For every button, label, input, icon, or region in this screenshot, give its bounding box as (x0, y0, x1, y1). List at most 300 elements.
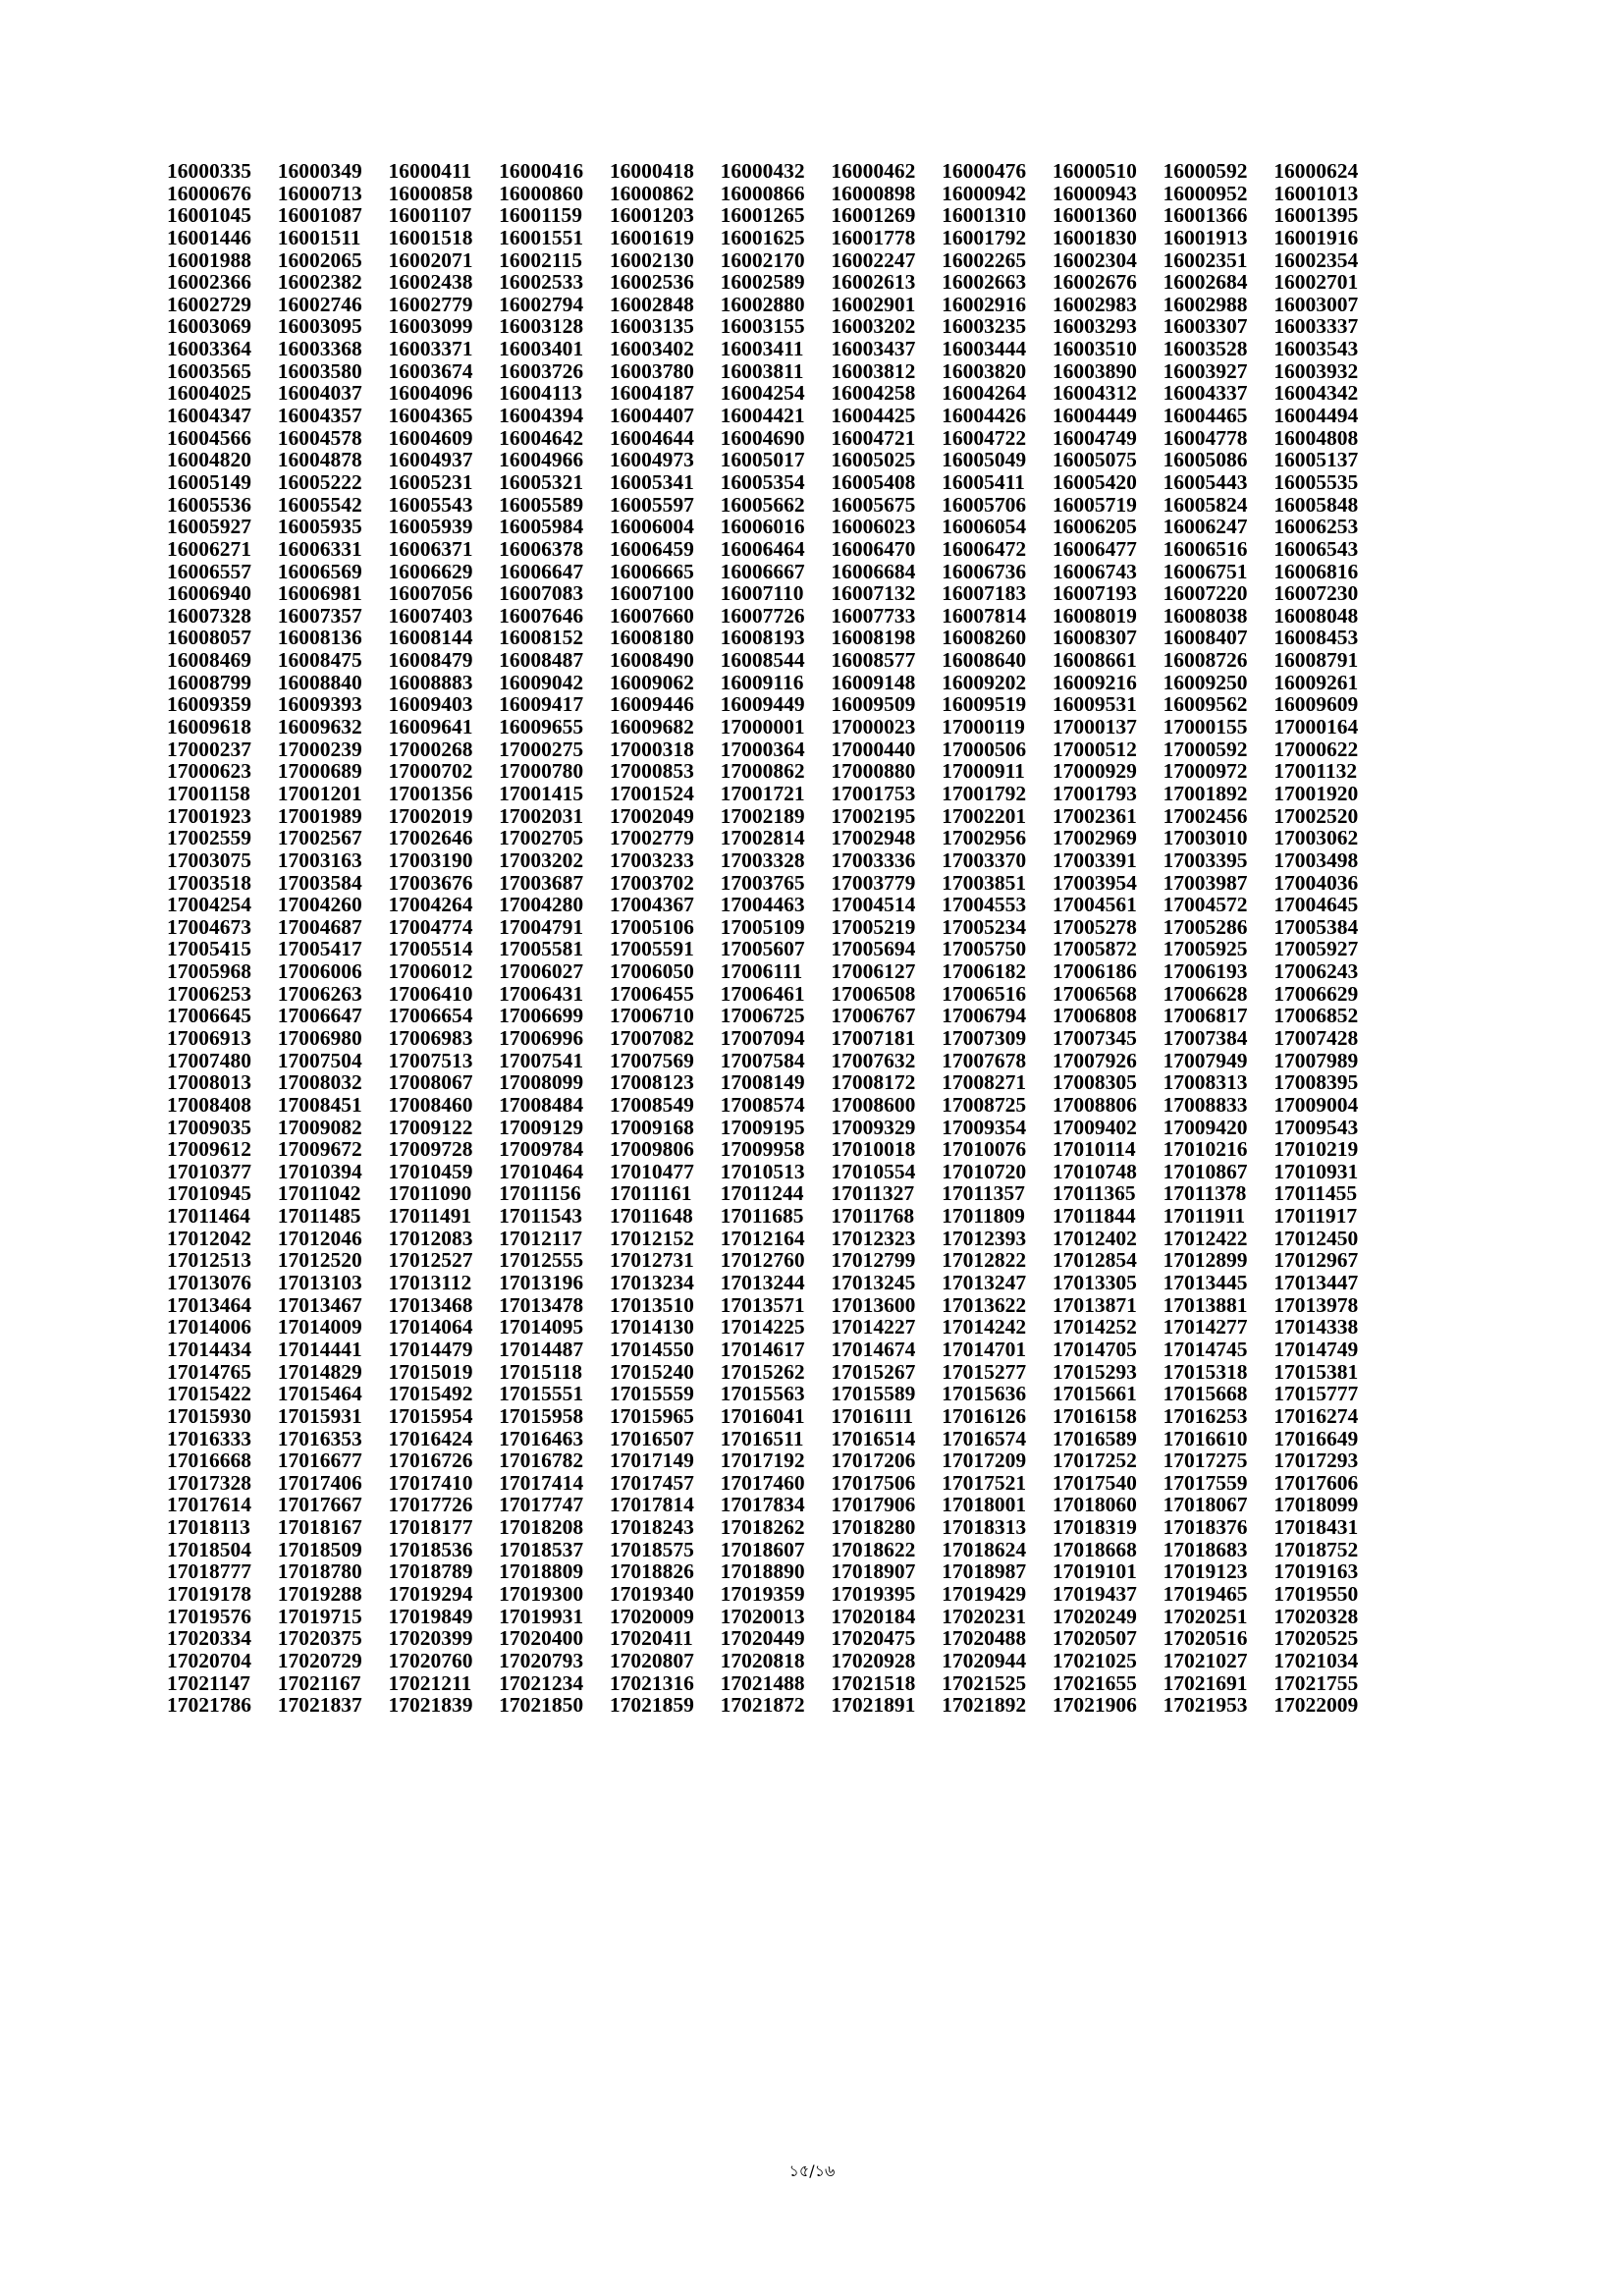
roll-number: 17006012 (388, 959, 473, 984)
roll-number: 17007678 (942, 1048, 1027, 1072)
roll-number: 17020231 (942, 1604, 1027, 1628)
roll-number: 17007504 (277, 1048, 362, 1072)
roll-number: 17009168 (609, 1115, 694, 1139)
roll-number: 16003402 (609, 337, 694, 361)
roll-number: 17010114 (1052, 1137, 1136, 1162)
roll-number: 17020399 (388, 1626, 473, 1651)
roll-number: 17012046 (277, 1226, 362, 1250)
roll-number: 16009042 (499, 670, 584, 694)
roll-number: 17001920 (1273, 781, 1359, 805)
roll-number: 16002916 (942, 292, 1027, 316)
roll-number: 17002956 (942, 826, 1027, 850)
roll-number: 17019340 (609, 1582, 694, 1606)
roll-number: 17008149 (720, 1070, 805, 1095)
roll-number: 17010076 (942, 1137, 1027, 1162)
roll-number: 17016041 (720, 1403, 805, 1428)
roll-number: 17017906 (831, 1493, 916, 1517)
roll-number: 17017149 (609, 1449, 694, 1473)
roll-number: 17000853 (609, 759, 694, 784)
roll-number: 17009035 (167, 1115, 251, 1139)
roll-number: 17000862 (720, 759, 805, 784)
roll-number: 17013112 (388, 1271, 472, 1295)
roll-number: 17010464 (499, 1159, 584, 1183)
roll-number: 17010216 (1163, 1137, 1248, 1162)
roll-number: 17003518 (167, 870, 251, 895)
roll-number: 16000510 (1052, 159, 1137, 183)
roll-number: 16003307 (1163, 314, 1248, 339)
roll-number: 16009116 (720, 670, 804, 694)
roll-number: 16009655 (499, 715, 584, 739)
roll-number: 16000462 (831, 159, 916, 183)
roll-number: 16005536 (167, 492, 251, 517)
roll-number: 16008840 (277, 670, 362, 694)
roll-number: 16001619 (609, 225, 694, 249)
roll-number: 17017410 (388, 1470, 473, 1495)
roll-number: 17009806 (609, 1137, 694, 1162)
roll-number: 16002130 (609, 247, 694, 272)
roll-number: 17012450 (1273, 1226, 1359, 1250)
roll-number: 16002354 (1273, 247, 1359, 272)
roll-number: 17019550 (1273, 1582, 1359, 1606)
roll-number: 16008799 (167, 670, 251, 694)
roll-number: 17000911 (942, 759, 1025, 784)
roll-number: 17003391 (1052, 847, 1137, 872)
roll-number: 16003528 (1163, 337, 1248, 361)
roll-number: 17015492 (388, 1382, 473, 1406)
roll-number: 16000335 (167, 159, 251, 183)
roll-number: 16005443 (1163, 469, 1248, 494)
roll-number: 17018668 (1052, 1537, 1137, 1561)
roll-number: 17020328 (1273, 1604, 1359, 1628)
roll-number: 17014749 (1273, 1337, 1359, 1361)
roll-number: 17021034 (1273, 1648, 1359, 1672)
roll-number: 17006111 (720, 959, 803, 984)
roll-number: 17012822 (942, 1248, 1027, 1273)
roll-number: 17006767 (831, 1004, 916, 1028)
roll-number: 17015931 (277, 1403, 362, 1428)
roll-number: 16009261 (1273, 670, 1359, 694)
roll-number: 17013076 (167, 1271, 251, 1295)
roll-number: 17015661 (1052, 1382, 1137, 1406)
roll-number: 16004749 (1052, 425, 1137, 450)
roll-number: 16002779 (388, 292, 473, 316)
roll-number: 16003927 (1163, 358, 1248, 383)
roll-number: 17002705 (499, 826, 584, 850)
roll-number: 16003401 (499, 337, 584, 361)
roll-number: 16001830 (1052, 225, 1137, 249)
roll-number: 16008479 (388, 648, 473, 673)
roll-number: 17003584 (277, 870, 362, 895)
roll-number: 17007094 (720, 1025, 805, 1050)
roll-number: 16007357 (277, 603, 362, 628)
roll-number: 17005927 (1273, 937, 1359, 961)
roll-number: 17016589 (1052, 1426, 1137, 1450)
roll-number: 16008544 (720, 648, 805, 673)
roll-number: 17011491 (388, 1204, 472, 1229)
roll-number: 17016507 (609, 1426, 694, 1450)
roll-number: 16002533 (499, 270, 584, 295)
roll-number: 16008136 (277, 626, 362, 650)
roll-number: 17006193 (1163, 959, 1248, 984)
roll-number: 16004878 (277, 448, 362, 472)
roll-number: 17011809 (942, 1204, 1025, 1229)
roll-number: 16005408 (831, 469, 916, 494)
roll-number: 16008048 (1273, 603, 1359, 628)
roll-number: 16001916 (1273, 225, 1359, 249)
roll-number: 16004337 (1163, 381, 1248, 406)
roll-number: 17015589 (831, 1382, 916, 1406)
roll-number: 17004673 (167, 914, 251, 939)
roll-number: 17009784 (499, 1137, 584, 1162)
roll-number: 17013478 (499, 1292, 584, 1317)
roll-number: 17002019 (388, 803, 473, 828)
roll-number: 17022009 (1273, 1693, 1359, 1718)
roll-number: 17005286 (1163, 914, 1248, 939)
roll-number: 17011327 (831, 1181, 915, 1206)
roll-number: 17000880 (831, 759, 916, 784)
roll-number: 17021892 (942, 1693, 1027, 1718)
roll-number: 16004494 (1273, 404, 1359, 428)
roll-number: 17002948 (831, 826, 916, 850)
roll-number: 17011244 (720, 1181, 804, 1206)
roll-number: 17019849 (388, 1604, 473, 1628)
roll-number: 17018537 (499, 1537, 584, 1561)
roll-number: 17013881 (1163, 1292, 1248, 1317)
roll-number: 17018683 (1163, 1537, 1248, 1561)
roll-number: 16008469 (167, 648, 251, 673)
roll-number: 17003370 (942, 847, 1027, 872)
roll-number: 17012520 (277, 1248, 362, 1273)
roll-number: 16005675 (831, 492, 916, 517)
roll-number: 16002880 (720, 292, 805, 316)
roll-number: 17014130 (609, 1315, 694, 1339)
roll-number: 17009958 (720, 1137, 805, 1162)
roll-number: 17013871 (1052, 1292, 1137, 1317)
roll-number: 17002456 (1163, 803, 1248, 828)
roll-number: 17006568 (1052, 981, 1137, 1006)
roll-number: 16008487 (499, 648, 584, 673)
roll-number: 16000898 (831, 181, 916, 205)
roll-number: 16009562 (1163, 692, 1248, 717)
roll-number: 17000239 (277, 737, 362, 761)
roll-number: 17012513 (167, 1248, 251, 1273)
roll-number: 16007220 (1163, 581, 1248, 606)
roll-number: 17009402 (1052, 1115, 1137, 1139)
roll-number: 17008460 (388, 1092, 473, 1117)
roll-number: 16004037 (277, 381, 362, 406)
roll-number: 17003163 (277, 847, 362, 872)
roll-number: 17018208 (499, 1515, 584, 1540)
roll-number: 16003780 (609, 358, 694, 383)
roll-number: 17018752 (1273, 1537, 1359, 1561)
roll-number: 16003543 (1273, 337, 1359, 361)
roll-number: 17009543 (1273, 1115, 1359, 1139)
roll-number: 16000942 (942, 181, 1027, 205)
roll-number: 17016668 (167, 1449, 251, 1473)
roll-number: 17017414 (499, 1470, 584, 1495)
roll-number: 17019101 (1052, 1559, 1137, 1584)
roll-number: 17018575 (609, 1537, 694, 1561)
roll-number: 16003371 (388, 337, 473, 361)
roll-number: 17007309 (942, 1025, 1027, 1050)
roll-number: 17014705 (1052, 1337, 1137, 1361)
roll-number: 17003395 (1163, 847, 1248, 872)
roll-number: 17001923 (167, 803, 251, 828)
roll-number: 17010945 (167, 1181, 251, 1206)
roll-number: 17014338 (1273, 1315, 1359, 1339)
roll-number: 17020760 (388, 1648, 473, 1672)
roll-number: 16003820 (942, 358, 1027, 383)
roll-number: 17015965 (609, 1403, 694, 1428)
roll-number: 17000506 (942, 737, 1027, 761)
roll-number: 17010459 (388, 1159, 473, 1183)
roll-number: 17010513 (720, 1159, 805, 1183)
roll-number: 17018001 (942, 1493, 1027, 1517)
roll-number: 17021953 (1163, 1693, 1248, 1718)
roll-number: 16005535 (1273, 469, 1359, 494)
roll-number: 17014479 (388, 1337, 473, 1361)
roll-number: 17013447 (1273, 1271, 1359, 1295)
roll-number: 17015422 (167, 1382, 251, 1406)
roll-number: 17014009 (277, 1315, 362, 1339)
roll-number: 16005017 (720, 448, 805, 472)
roll-number: 16006004 (609, 515, 694, 539)
roll-number: 17012760 (720, 1248, 805, 1273)
roll-number: 17012854 (1052, 1248, 1137, 1273)
roll-number: 17000137 (1052, 715, 1137, 739)
roll-number: 16000943 (1052, 181, 1137, 205)
roll-number: 16000624 (1273, 159, 1359, 183)
roll-number: 16009682 (609, 715, 694, 739)
roll-number: 16001511 (277, 225, 361, 249)
roll-number: 16007660 (609, 603, 694, 628)
roll-number: 16003235 (942, 314, 1027, 339)
roll-number: 17011378 (1163, 1181, 1247, 1206)
roll-number: 17007541 (499, 1048, 584, 1072)
roll-number: 17015777 (1273, 1382, 1359, 1406)
roll-number: 17003954 (1052, 870, 1137, 895)
roll-number: 17005694 (831, 937, 916, 961)
roll-number: 17014252 (1052, 1315, 1137, 1339)
roll-number: 17017606 (1273, 1470, 1359, 1495)
roll-number: 17018177 (388, 1515, 473, 1540)
roll-number: 17019163 (1273, 1559, 1359, 1584)
roll-number: 17016111 (831, 1403, 913, 1428)
roll-number: 17018262 (720, 1515, 805, 1540)
roll-number: 17017209 (942, 1449, 1027, 1473)
roll-number: 17012164 (720, 1226, 805, 1250)
roll-number: 17005219 (831, 914, 916, 939)
roll-number: 16000860 (499, 181, 584, 205)
roll-number: 17021234 (499, 1670, 584, 1695)
roll-number: 16006981 (277, 581, 362, 606)
roll-number: 17006186 (1052, 959, 1137, 984)
roll-number: 16003932 (1273, 358, 1359, 383)
roll-number: 17006647 (277, 1004, 362, 1028)
roll-number: 16006472 (942, 536, 1027, 561)
roll-number: 17017834 (720, 1493, 805, 1517)
roll-number: 16006816 (1273, 559, 1359, 583)
roll-number: 17018607 (720, 1537, 805, 1561)
roll-number: 16007193 (1052, 581, 1137, 606)
roll-number: 17006629 (1273, 981, 1359, 1006)
roll-number: 17015277 (942, 1359, 1027, 1384)
roll-number: 16005231 (388, 469, 473, 494)
roll-number: 16003293 (1052, 314, 1137, 339)
roll-number: 16006470 (831, 536, 916, 561)
roll-number: 17000119 (942, 715, 1025, 739)
roll-number: 17008600 (831, 1092, 916, 1117)
roll-number: 16004426 (942, 404, 1027, 428)
roll-number: 16008490 (609, 648, 694, 673)
roll-number: 16008038 (1163, 603, 1248, 628)
roll-number: 17015958 (499, 1403, 584, 1428)
roll-number: 17012555 (499, 1248, 584, 1273)
roll-number: 16007056 (388, 581, 473, 606)
roll-number: 17006410 (388, 981, 473, 1006)
roll-number: 16007328 (167, 603, 251, 628)
roll-number: 17016253 (1163, 1403, 1248, 1428)
roll-number: 17007480 (167, 1048, 251, 1072)
roll-number: 17018376 (1163, 1515, 1248, 1540)
roll-number: 16003510 (1052, 337, 1137, 361)
roll-number: 17016649 (1273, 1426, 1359, 1450)
roll-number: 17013245 (831, 1271, 916, 1295)
roll-number: 16003095 (277, 314, 362, 339)
roll-number: 17000972 (1163, 759, 1248, 784)
roll-number: 16000862 (609, 181, 694, 205)
roll-number: 16007733 (831, 603, 916, 628)
roll-number: 17008313 (1163, 1070, 1248, 1095)
roll-number: 16006054 (942, 515, 1027, 539)
roll-number: 16008019 (1052, 603, 1137, 628)
roll-number: 16005543 (388, 492, 473, 517)
roll-number: 17011685 (720, 1204, 804, 1229)
roll-number: 16009618 (167, 715, 251, 739)
roll-number: 16004642 (499, 425, 584, 450)
roll-number: 17018987 (942, 1559, 1027, 1584)
roll-number: 16009531 (1052, 692, 1137, 717)
roll-number: 17016353 (277, 1426, 362, 1450)
roll-number: 16004578 (277, 425, 362, 450)
roll-number-grid (167, 160, 1384, 1717)
roll-number: 17000155 (1163, 715, 1248, 739)
roll-number: 17020013 (720, 1604, 805, 1628)
roll-number: 16003890 (1052, 358, 1137, 383)
roll-number: 17021316 (609, 1670, 694, 1695)
roll-number: 17010394 (277, 1159, 362, 1183)
roll-number: 17003987 (1163, 870, 1248, 895)
roll-number: 17017726 (388, 1493, 473, 1517)
roll-number: 17021488 (720, 1670, 805, 1695)
roll-number: 17007632 (831, 1048, 916, 1072)
roll-number: 16003812 (831, 358, 916, 383)
roll-number: 16000476 (942, 159, 1027, 183)
roll-number: 17011365 (1052, 1181, 1136, 1206)
roll-number: 16006378 (499, 536, 584, 561)
roll-number: 17017192 (720, 1449, 805, 1473)
roll-number: 16003007 (1273, 292, 1359, 316)
roll-number: 17003202 (499, 847, 584, 872)
roll-number: 17014550 (609, 1337, 694, 1361)
roll-number: 16008180 (609, 626, 694, 650)
roll-number: 16003444 (942, 337, 1027, 361)
roll-number: 17017206 (831, 1449, 916, 1473)
roll-number: 17015930 (167, 1403, 251, 1428)
roll-number: 17007082 (609, 1025, 694, 1050)
roll-number: 17003779 (831, 870, 916, 895)
roll-number: 17001792 (942, 781, 1027, 805)
roll-number: 17012527 (388, 1248, 473, 1273)
roll-number: 17020184 (831, 1604, 916, 1628)
roll-number: 17011042 (277, 1181, 361, 1206)
roll-number: 17006699 (499, 1004, 584, 1028)
roll-number: 16005086 (1163, 448, 1248, 472)
roll-number: 16009417 (499, 692, 584, 717)
roll-number: 17014674 (831, 1337, 916, 1361)
roll-number: 16003155 (720, 314, 805, 339)
roll-number: 16003580 (277, 358, 362, 383)
roll-number: 16003565 (167, 358, 251, 383)
roll-number: 16005025 (831, 448, 916, 472)
roll-number: 17017506 (831, 1470, 916, 1495)
roll-number: 17007384 (1163, 1025, 1248, 1050)
roll-number: 17018319 (1052, 1515, 1137, 1540)
roll-number: 17020334 (167, 1626, 251, 1651)
roll-number: 17019178 (167, 1582, 251, 1606)
roll-number: 17006628 (1163, 981, 1248, 1006)
roll-number: 16004113 (499, 381, 582, 406)
roll-number: 16001269 (831, 203, 916, 228)
roll-number: 16004449 (1052, 404, 1137, 428)
roll-number: 17009329 (831, 1115, 916, 1139)
roll-number: 16009359 (167, 692, 251, 717)
roll-number: 17005581 (499, 937, 584, 961)
roll-number: 16006331 (277, 536, 362, 561)
roll-number: 17010219 (1273, 1137, 1359, 1162)
roll-number: 16009446 (609, 692, 694, 717)
roll-number: 16008726 (1163, 648, 1248, 673)
roll-number: 16007132 (831, 581, 916, 606)
roll-number: 16001360 (1052, 203, 1137, 228)
roll-number: 17018826 (609, 1559, 694, 1584)
roll-number: 16001913 (1163, 225, 1248, 249)
roll-number: 17018624 (942, 1537, 1027, 1561)
roll-number: 17006461 (720, 981, 805, 1006)
roll-number: 16002848 (609, 292, 694, 316)
roll-number: 16004421 (720, 404, 805, 428)
roll-number: 17007513 (388, 1048, 473, 1072)
roll-number: 17012117 (499, 1226, 582, 1250)
roll-number: 16006247 (1163, 515, 1248, 539)
roll-number: 17011768 (831, 1204, 915, 1229)
roll-number: 17000929 (1052, 759, 1137, 784)
roll-number: 17015381 (1273, 1359, 1359, 1384)
roll-number: 16002382 (277, 270, 362, 295)
roll-number: 16000866 (720, 181, 805, 205)
roll-number: 17001201 (277, 781, 362, 805)
roll-number: 17013103 (277, 1271, 362, 1295)
roll-number: 17017460 (720, 1470, 805, 1495)
roll-number: 16007230 (1273, 581, 1359, 606)
roll-number: 16002746 (277, 292, 362, 316)
roll-number: 16006543 (1273, 536, 1359, 561)
roll-number: 16004778 (1163, 425, 1248, 450)
roll-number: 16004187 (609, 381, 694, 406)
roll-number: 16005222 (277, 469, 362, 494)
roll-number: 16000592 (1163, 159, 1248, 183)
roll-number: 17017521 (942, 1470, 1027, 1495)
